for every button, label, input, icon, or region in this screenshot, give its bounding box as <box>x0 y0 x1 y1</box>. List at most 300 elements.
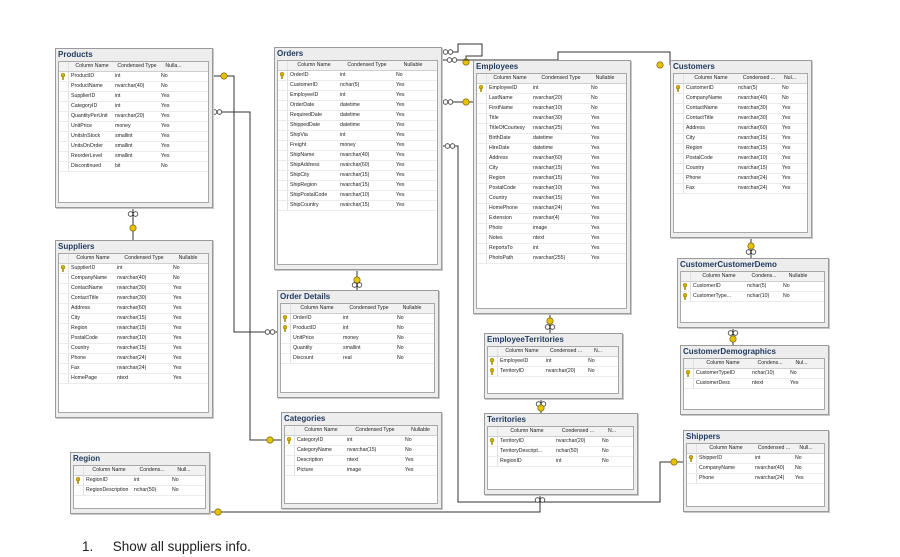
column-type: nvarchar(255) <box>533 255 566 261</box>
row-selector[interactable] <box>278 131 288 140</box>
header-selector <box>687 444 697 453</box>
row-selector[interactable] <box>278 121 288 130</box>
column-nullable: Yes <box>173 305 182 311</box>
column-type: nvarchar(10) <box>117 335 147 341</box>
table-shippers[interactable] <box>683 430 829 512</box>
table-title: Order Details <box>280 292 331 301</box>
column-nullable: No <box>795 465 802 471</box>
column-name: TerritoryID <box>500 368 524 374</box>
column-row[interactable] <box>674 154 807 164</box>
column-grid <box>284 425 438 504</box>
row-selector[interactable] <box>281 354 291 363</box>
row-selector[interactable] <box>59 122 69 131</box>
column-row[interactable] <box>278 81 437 91</box>
relationship-many-end <box>443 50 453 55</box>
column-name: Notes <box>489 235 503 241</box>
column-type: nvarchar(15) <box>533 165 563 171</box>
column-name: City <box>686 135 695 141</box>
column-name: BirthDate <box>489 135 511 141</box>
column-type: nvarchar(40) <box>117 275 147 281</box>
column-name: ShippedDate <box>290 122 320 128</box>
column-type: int <box>340 92 346 98</box>
column-type: nvarchar(15) <box>117 345 147 351</box>
column-row[interactable] <box>281 334 434 344</box>
column-nullable: No <box>396 72 403 78</box>
column-nullable: Yes <box>591 165 600 171</box>
column-row[interactable] <box>477 154 626 164</box>
row-selector[interactable] <box>477 194 487 203</box>
column-row[interactable] <box>278 131 437 141</box>
row-selector[interactable] <box>59 92 69 101</box>
table-products[interactable] <box>55 48 213 208</box>
table-categories[interactable] <box>281 412 442 509</box>
column-nullable: Yes <box>782 135 791 141</box>
type-header: Condensed ... <box>742 75 776 81</box>
column-type: smallint <box>343 345 361 351</box>
column-row[interactable] <box>59 364 208 374</box>
column-type: nvarchar(24) <box>738 185 768 191</box>
column-row[interactable] <box>278 151 437 161</box>
row-selector[interactable] <box>74 486 84 495</box>
column-row[interactable] <box>285 446 437 456</box>
column-name: UnitsOnOrder <box>71 143 103 149</box>
column-row[interactable] <box>674 124 807 134</box>
column-row[interactable] <box>477 214 626 224</box>
nullable-header: N... <box>607 428 617 434</box>
column-name: ShipRegion <box>290 182 317 188</box>
column-type: nvarchar(15) <box>533 195 563 201</box>
row-selector[interactable] <box>488 447 498 456</box>
row-selector[interactable] <box>477 104 487 113</box>
column-row[interactable] <box>477 184 626 194</box>
table-suppliers[interactable] <box>55 240 213 418</box>
row-selector[interactable] <box>59 142 69 151</box>
column-nullable: Yes <box>591 185 600 191</box>
row-selector[interactable] <box>59 264 69 273</box>
type-header: Condensed ... <box>549 348 583 354</box>
row-selector[interactable] <box>285 466 295 475</box>
column-row[interactable] <box>477 234 626 244</box>
row-selector[interactable] <box>477 214 487 223</box>
row-selector[interactable] <box>285 436 295 445</box>
column-name: CustomerType... <box>693 293 732 299</box>
column-row[interactable] <box>285 466 437 476</box>
column-name: Fax <box>686 185 695 191</box>
row-selector[interactable] <box>488 437 498 446</box>
column-row[interactable] <box>59 82 208 92</box>
table-title: Employees <box>476 62 519 71</box>
column-row[interactable] <box>674 84 807 94</box>
column-nullable: Yes <box>396 142 405 148</box>
column-row[interactable] <box>477 124 626 134</box>
column-name: City <box>489 165 498 171</box>
type-header: Condensed ... <box>561 428 595 434</box>
column-row[interactable] <box>674 94 807 104</box>
row-selector[interactable] <box>477 174 487 183</box>
column-type: nvarchar(15) <box>533 175 563 181</box>
col-name-header: Column Name <box>706 360 740 366</box>
column-row[interactable] <box>59 274 208 284</box>
column-row[interactable] <box>74 476 205 486</box>
row-selector[interactable] <box>59 162 69 171</box>
column-name: CategoryID <box>297 437 324 443</box>
column-name: HomePhone <box>489 205 518 211</box>
row-selector[interactable] <box>477 114 487 123</box>
row-selector[interactable] <box>477 144 487 153</box>
row-selector[interactable] <box>681 292 691 301</box>
column-row[interactable] <box>59 304 208 314</box>
table-title: Suppliers <box>58 242 95 251</box>
table-title: Region <box>73 454 101 463</box>
grid-header <box>281 304 434 314</box>
row-selector[interactable] <box>674 114 684 123</box>
column-row[interactable] <box>674 104 807 114</box>
relationship-key-end <box>547 318 553 324</box>
column-row[interactable] <box>488 437 633 447</box>
column-nullable: Yes <box>396 192 405 198</box>
column-nullable: Yes <box>161 113 170 119</box>
column-row[interactable] <box>281 354 434 364</box>
column-row[interactable] <box>59 142 208 152</box>
column-row[interactable] <box>674 164 807 174</box>
row-selector[interactable] <box>281 324 291 333</box>
column-row[interactable] <box>59 102 208 112</box>
relationship-many-end <box>265 330 275 335</box>
column-row[interactable] <box>477 144 626 154</box>
row-selector[interactable] <box>488 357 498 366</box>
column-row[interactable] <box>477 174 626 184</box>
column-nullable: No <box>173 275 180 281</box>
column-row[interactable] <box>684 379 824 389</box>
column-row[interactable] <box>59 264 208 274</box>
column-row[interactable] <box>74 486 205 496</box>
row-selector[interactable] <box>684 369 694 378</box>
column-row[interactable] <box>278 191 437 201</box>
column-name: ContactName <box>71 285 103 291</box>
column-row[interactable] <box>59 324 208 334</box>
column-nullable: No <box>588 358 595 364</box>
column-nullable: Yes <box>591 155 600 161</box>
column-type: int <box>546 358 552 364</box>
row-selector[interactable] <box>285 446 295 455</box>
row-selector[interactable] <box>477 134 487 143</box>
row-selector[interactable] <box>59 102 69 111</box>
row-selector[interactable] <box>59 112 69 121</box>
column-row[interactable] <box>59 374 208 384</box>
column-type: nvarchar(30) <box>533 115 563 121</box>
column-nullable: Yes <box>161 123 170 129</box>
column-row[interactable] <box>674 134 807 144</box>
column-row[interactable] <box>59 314 208 324</box>
column-nullable: No <box>172 477 179 483</box>
column-row[interactable] <box>477 194 626 204</box>
column-type: smallint <box>115 133 133 139</box>
column-row[interactable] <box>59 162 208 172</box>
table-customer-customer-demo[interactable] <box>677 258 829 328</box>
column-name: ReportsTo <box>489 245 513 251</box>
column-row[interactable] <box>674 174 807 184</box>
row-selector[interactable] <box>674 84 684 93</box>
column-row[interactable] <box>477 94 626 104</box>
row-selector[interactable] <box>674 174 684 183</box>
column-name: ContactTitle <box>686 115 714 121</box>
row-selector[interactable] <box>278 91 288 100</box>
column-row[interactable] <box>59 334 208 344</box>
column-name: ProductID <box>293 325 317 331</box>
row-selector[interactable] <box>278 171 288 180</box>
row-selector[interactable] <box>59 152 69 161</box>
table-order-details[interactable] <box>277 290 439 398</box>
column-row[interactable] <box>59 284 208 294</box>
row-selector[interactable] <box>477 204 487 213</box>
column-type: nvarchar(15) <box>340 172 370 178</box>
column-row[interactable] <box>59 152 208 162</box>
column-row[interactable] <box>687 474 824 484</box>
row-selector[interactable] <box>281 314 291 323</box>
row-selector[interactable] <box>477 244 487 253</box>
column-row[interactable] <box>477 84 626 94</box>
grid-header <box>488 347 618 357</box>
column-row[interactable] <box>281 344 434 354</box>
column-row[interactable] <box>281 324 434 334</box>
column-row[interactable] <box>477 104 626 114</box>
column-name: SupplierID <box>71 265 96 271</box>
column-type: nvarchar(15) <box>738 165 768 171</box>
row-selector[interactable] <box>477 154 487 163</box>
column-type: int <box>134 477 140 483</box>
table-region[interactable] <box>70 452 210 514</box>
column-row[interactable] <box>281 314 434 324</box>
table-title: Territories <box>487 415 526 424</box>
row-selector[interactable] <box>281 344 291 353</box>
column-type: datetime <box>533 135 553 141</box>
column-row[interactable] <box>278 161 437 171</box>
column-row[interactable] <box>59 294 208 304</box>
column-row[interactable] <box>681 282 824 292</box>
row-selector[interactable] <box>477 234 487 243</box>
row-selector[interactable] <box>59 374 69 383</box>
column-row[interactable] <box>278 141 437 151</box>
grid-header <box>278 61 437 71</box>
column-row[interactable] <box>278 121 437 131</box>
column-nullable: Yes <box>396 182 405 188</box>
column-type: bit <box>115 163 121 169</box>
column-row[interactable] <box>59 112 208 122</box>
table-employees[interactable] <box>473 60 631 314</box>
row-selector[interactable] <box>278 101 288 110</box>
column-type: int <box>556 458 562 464</box>
row-selector[interactable] <box>59 344 69 353</box>
row-selector[interactable] <box>674 134 684 143</box>
row-selector[interactable] <box>681 282 691 291</box>
relationship-key-end <box>748 243 754 249</box>
column-row[interactable] <box>477 114 626 124</box>
column-row[interactable] <box>477 164 626 174</box>
column-row[interactable] <box>488 357 618 367</box>
row-selector[interactable] <box>278 181 288 190</box>
row-selector[interactable] <box>59 274 69 283</box>
col-name-header: Column Name <box>76 255 110 261</box>
column-name: LastName <box>489 95 513 101</box>
column-nullable: Yes <box>782 125 791 131</box>
column-nullable: Yes <box>782 175 791 181</box>
column-type: ntext <box>347 457 359 463</box>
grid-header <box>674 74 807 84</box>
row-selector[interactable] <box>278 151 288 160</box>
row-selector[interactable] <box>278 161 288 170</box>
column-row[interactable] <box>684 369 824 379</box>
row-selector[interactable] <box>278 141 288 150</box>
column-row[interactable] <box>285 456 437 466</box>
column-row[interactable] <box>488 457 633 467</box>
row-selector[interactable] <box>59 354 69 363</box>
column-row[interactable] <box>278 101 437 111</box>
column-row[interactable] <box>59 72 208 82</box>
column-row[interactable] <box>477 224 626 234</box>
column-nullable: Yes <box>591 125 600 131</box>
column-row[interactable] <box>674 184 807 194</box>
row-selector[interactable] <box>59 72 69 81</box>
table-title: Orders <box>277 49 304 58</box>
row-selector[interactable] <box>59 314 69 323</box>
row-selector[interactable] <box>674 104 684 113</box>
header-selector <box>681 272 691 281</box>
column-row[interactable] <box>59 344 208 354</box>
row-selector[interactable] <box>59 304 69 313</box>
row-selector[interactable] <box>477 254 487 263</box>
column-row[interactable] <box>59 122 208 132</box>
row-selector[interactable] <box>477 184 487 193</box>
row-selector[interactable] <box>674 94 684 103</box>
row-selector[interactable] <box>477 84 487 93</box>
col-name-header: Column Name <box>702 273 736 279</box>
row-selector[interactable] <box>278 71 288 80</box>
column-row[interactable] <box>278 171 437 181</box>
column-nullable: No <box>602 438 609 444</box>
row-selector[interactable] <box>59 364 69 373</box>
column-nullable: Yes <box>790 380 799 386</box>
column-name: Country <box>686 165 705 171</box>
row-selector[interactable] <box>59 324 69 333</box>
column-type: nvarchar(10) <box>738 155 768 161</box>
column-row[interactable] <box>687 454 824 464</box>
grid-header <box>59 62 208 72</box>
column-nullable: Yes <box>161 93 170 99</box>
column-row[interactable] <box>477 134 626 144</box>
column-row[interactable] <box>477 204 626 214</box>
column-name: EmployeeID <box>489 85 518 91</box>
column-grid <box>673 73 808 233</box>
row-selector[interactable] <box>278 191 288 200</box>
column-row[interactable] <box>488 447 633 457</box>
column-row[interactable] <box>674 144 807 154</box>
relationship-many-end <box>212 110 222 115</box>
column-row[interactable] <box>278 91 437 101</box>
relationship-key-end <box>354 277 360 283</box>
row-selector[interactable] <box>674 144 684 153</box>
table-employee-territories[interactable] <box>484 333 623 399</box>
row-selector[interactable] <box>674 124 684 133</box>
column-row[interactable] <box>285 436 437 446</box>
row-selector[interactable] <box>74 476 84 485</box>
column-row[interactable] <box>674 114 807 124</box>
row-selector[interactable] <box>477 94 487 103</box>
column-type: nvarchar(10) <box>533 185 563 191</box>
column-type: nvarchar(24) <box>117 355 147 361</box>
row-selector[interactable] <box>674 164 684 173</box>
row-selector[interactable] <box>281 334 291 343</box>
type-header: Condensed ... <box>757 445 791 451</box>
column-type: nvarchar(25) <box>533 125 563 131</box>
row-selector[interactable] <box>674 154 684 163</box>
column-nullable: Yes <box>161 153 170 159</box>
column-row[interactable] <box>278 181 437 191</box>
row-selector[interactable] <box>59 284 69 293</box>
column-grid <box>686 443 825 507</box>
row-selector[interactable] <box>285 456 295 465</box>
table-territories[interactable] <box>484 413 638 495</box>
column-name: CustomerID <box>290 82 318 88</box>
column-row[interactable] <box>278 201 437 211</box>
row-selector[interactable] <box>59 334 69 343</box>
row-selector[interactable] <box>59 132 69 141</box>
column-row[interactable] <box>477 254 626 264</box>
table-customers[interactable] <box>670 60 812 238</box>
column-row[interactable] <box>488 367 618 377</box>
column-row[interactable] <box>687 464 824 474</box>
row-selector[interactable] <box>687 454 697 463</box>
relationship-many-end <box>447 58 457 63</box>
row-selector[interactable] <box>59 82 69 91</box>
column-name: ProductID <box>71 73 95 79</box>
column-row[interactable] <box>59 132 208 142</box>
row-selector[interactable] <box>59 294 69 303</box>
type-header: Condensed Type <box>124 255 164 261</box>
row-selector[interactable] <box>488 457 498 466</box>
column-nullable: Yes <box>173 365 182 371</box>
column-row[interactable] <box>59 354 208 364</box>
row-selector[interactable] <box>674 184 684 193</box>
row-selector[interactable] <box>278 201 288 210</box>
column-row[interactable] <box>59 92 208 102</box>
column-name: ShipName <box>290 152 315 158</box>
table-orders[interactable] <box>274 47 442 270</box>
row-selector[interactable] <box>477 164 487 173</box>
row-selector[interactable] <box>687 464 697 473</box>
row-selector[interactable] <box>687 474 697 483</box>
row-selector[interactable] <box>477 124 487 133</box>
column-type: nvarchar(10) <box>533 105 563 111</box>
column-name: UnitPrice <box>71 123 93 129</box>
row-selector[interactable] <box>477 224 487 233</box>
column-type: nvarchar(30) <box>738 105 768 111</box>
column-row[interactable] <box>278 111 437 121</box>
row-selector[interactable] <box>278 81 288 90</box>
column-name: Region <box>71 325 88 331</box>
row-selector[interactable] <box>488 367 498 376</box>
row-selector[interactable] <box>684 379 694 388</box>
grid-header <box>681 272 824 282</box>
column-row[interactable] <box>477 244 626 254</box>
column-row[interactable] <box>681 292 824 302</box>
header-selector <box>285 426 295 435</box>
column-type: int <box>755 455 761 461</box>
task-line <box>82 539 251 554</box>
row-selector[interactable] <box>278 111 288 120</box>
column-nullable: No <box>405 437 412 443</box>
column-row[interactable] <box>278 71 437 81</box>
table-customer-demographics[interactable] <box>680 345 829 415</box>
